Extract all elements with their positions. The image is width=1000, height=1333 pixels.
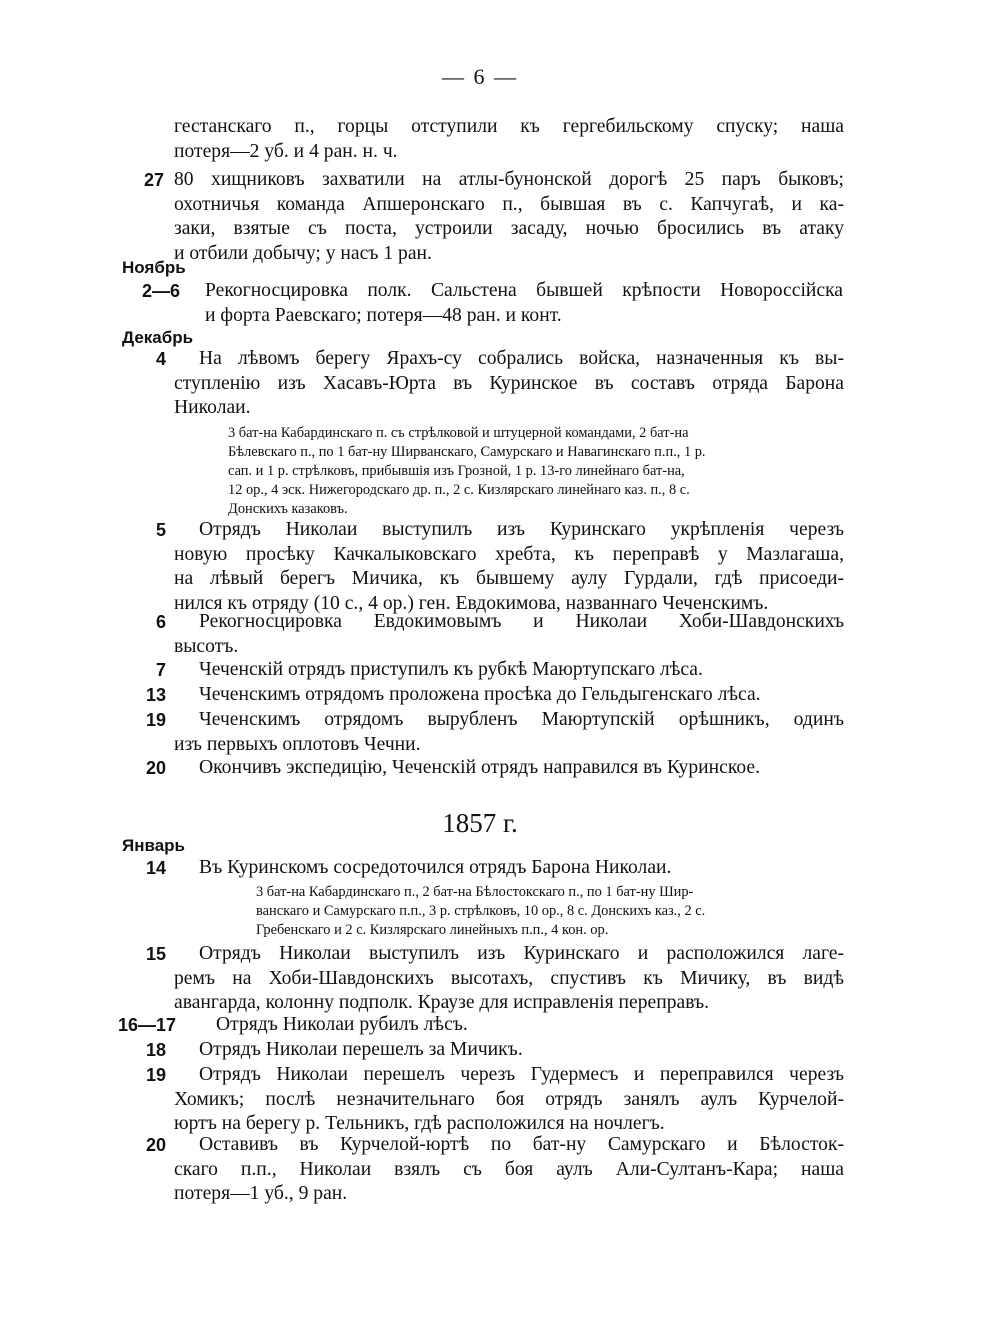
entry-line: ступленію изъ Хасавъ-Юрта въ Куринское въ составъ отряда Барона — [174, 372, 844, 394]
entry-line: Отрядъ Николаи рубилъ лѣсъ. — [216, 1014, 468, 1035]
entry-date: 5 — [155, 520, 166, 540]
entry-date: 20 — [145, 758, 166, 778]
entry-line: высотъ. — [174, 635, 239, 657]
note-line: Бѣлевскаго п., по 1 бат-ну Ширванскаго, Самурскаго и Навагинскаго п.п., 1 р. — [228, 444, 706, 460]
entry-dec-20 — [145, 756, 844, 781]
entry-jan-15 — [145, 942, 844, 1016]
entry-line: Николаи. — [174, 397, 251, 419]
entry-jan-20 — [145, 1133, 844, 1207]
entry-jan-18 — [145, 1038, 844, 1063]
entry-line: Отрядъ Николаи выступилъ изъ Куринскаго укрѣпленія черезъ — [199, 519, 844, 540]
entry-line: авангарда, колонну подполк. Краузе для исправленія переправъ. — [174, 992, 709, 1014]
entry-line: потеря—2 уб. и 4 ран. н. ч. — [174, 140, 398, 162]
entry-line: скаго п.п., Николаи взялъ съ боя аулъ Али-Султанъ-Кара; наша — [174, 1158, 844, 1180]
entry-line: и отбили добычу; у насъ 1 ран. — [174, 242, 432, 264]
entry-jan-14 — [145, 856, 844, 881]
entry-line: нился къ отряду (10 с., 4 ор.) ген. Евдокимова, названнаго Чеченскимъ. — [174, 592, 769, 614]
entry-line: 80 хищниковъ захватили на атлы-бунонской дорогѣ 25 паръ быковъ; — [174, 169, 844, 190]
entry-line: Рекогносцировка Евдокимовымъ и Николаи Хоби-Шавдонскихъ — [199, 611, 844, 632]
note-line: 3 бат-на Кабардинскаго п., 2 бат-на Бѣлостокскаго п., по 1 бат-ну Шир- — [256, 884, 694, 900]
entry-line: охотничья команда Апшеронскаго п., бывшая въ с. Капчугаѣ, и ка- — [174, 193, 844, 215]
entry-line: гестанскаго п., горцы отступили къ гергебильскому спуску; наша — [174, 116, 844, 137]
month-heading: Январь — [122, 836, 186, 855]
entry-date: 18 — [145, 1040, 166, 1060]
entry-date: 19 — [145, 710, 166, 730]
entry-dec-4 — [155, 347, 844, 421]
entry-date: 27 — [143, 170, 164, 190]
entry-date: 6 — [155, 612, 166, 632]
entry-date: 19 — [145, 1065, 166, 1085]
entry-date: 4 — [155, 349, 166, 369]
note-line: ванскаго и Самурскаго п.п., 3 р. стрѣлковъ, 10 ор., 8 с. Донскихъ каз., 2 с. — [256, 903, 706, 919]
month-heading: Декабрь — [122, 328, 194, 347]
entry-dec-13 — [145, 683, 844, 708]
entry-line: Отрядъ Николаи выступилъ изъ Куринскаго и расположился лаге- — [199, 943, 844, 964]
entry-line: ремъ на Хоби-Шавдонскихъ высотахъ, спустивъ къ Мичику, въ видѣ — [174, 967, 844, 989]
note-line: сап. и 1 р. стрѣлковъ, прибывшія изъ Грозной, 1 р. 13-го линейнаго бат-на, — [228, 463, 685, 479]
entry-line: заки, взятые съ поста, устроили засаду, ночью бросились въ атаку — [174, 218, 844, 240]
entry-line: юртъ на берегу р. Тельникъ, гдѣ расположился на ночлегъ. — [174, 1113, 665, 1135]
entry-dec-19 — [145, 708, 844, 757]
entry-nov-2-6 — [141, 279, 843, 328]
entry-line: новую просѣку Качкалыковскаго хребта, къ переправѣ у Мазлагаша, — [174, 543, 844, 565]
entry-date: 15 — [145, 944, 166, 964]
entry-date: 2—6 — [141, 281, 180, 301]
entry-line: На лѣвомъ берегу Ярахъ-су собрались войска, назначенныя къ вы- — [199, 348, 844, 369]
troops-note — [256, 883, 846, 940]
entry-date: 7 — [155, 660, 166, 680]
entry-date: 13 — [145, 685, 166, 705]
note-line: Донскихъ казаковъ. — [228, 501, 348, 517]
entry-line: Чеченскимъ отрядомъ проложена просѣка до Гельдыгенскаго лѣса. — [199, 684, 761, 705]
year-heading: 1857 г. — [442, 808, 518, 838]
entry-jan-19 — [145, 1063, 844, 1137]
entry-line: на лѣвый берегъ Мичика, къ бывшему аулу Гурдали, гдѣ присоеди- — [174, 568, 844, 590]
note-line: Гребенскаго и 2 с. Кизлярскаго линейныхъ п.п., 4 кон. ор. — [256, 922, 609, 938]
entry-line: Оставивъ въ Курчелой-юртѣ по бат-ну Самурскаго и Бѣлосток- — [199, 1134, 844, 1155]
entry-line: Отрядъ Николаи перешелъ черезъ Гудермесъ и переправился черезъ — [199, 1064, 844, 1085]
entry-date: 14 — [145, 858, 166, 878]
entry-oct-27 — [143, 168, 844, 266]
note-line: 12 ор., 4 эск. Нижегородскаго др. п., 2 с. Кизлярскаго линейнаго каз. п., 8 с. — [228, 482, 690, 498]
entry-dec-5 — [155, 518, 844, 616]
entry-date: 16—17 — [117, 1015, 176, 1035]
entry-line: Отрядъ Николаи перешелъ за Мичикъ. — [199, 1039, 523, 1060]
entry-line: изъ первыхъ оплотовъ Чечни. — [174, 733, 421, 755]
page-number: — 6 — — [442, 64, 518, 89]
entry-continuation — [174, 115, 844, 164]
entry-line: Въ Куринскомъ сосредоточился отрядъ Барона Николаи. — [199, 857, 672, 878]
entry-line: и форта Раевскаго; потеря—48 ран. и конт. — [205, 304, 562, 326]
entry-date: 20 — [145, 1135, 166, 1155]
entry-line: Рекогносцировка полк. Сальстена бывшей крѣпости Новороссійска — [205, 280, 843, 301]
entry-line: Чеченскій отрядъ приступилъ къ рубкѣ Маюртупскаго лѣса. — [199, 659, 703, 680]
troops-note — [228, 424, 843, 519]
note-line: 3 бат-на Кабардинскаго п. съ стрѣлковой и штуцерной командами, 2 бат-на — [228, 425, 689, 441]
entry-line: Окончивъ экспедицію, Чеченскій отрядъ направился въ Куринское. — [199, 757, 760, 778]
entry-dec-7 — [155, 658, 844, 683]
entry-line: потеря—1 уб., 9 ран. — [174, 1183, 348, 1205]
month-heading: Ноябрь — [122, 258, 186, 277]
entry-line: Чеченскимъ отрядомъ вырубленъ Маюртупскій орѣшникъ, одинъ — [199, 709, 844, 730]
entry-dec-6 — [155, 610, 844, 659]
entry-line: Хомикъ; послѣ незначительнаго боя отрядъ занялъ аулъ Курчелой- — [174, 1088, 844, 1110]
entry-jan-16-17 — [117, 1013, 844, 1038]
